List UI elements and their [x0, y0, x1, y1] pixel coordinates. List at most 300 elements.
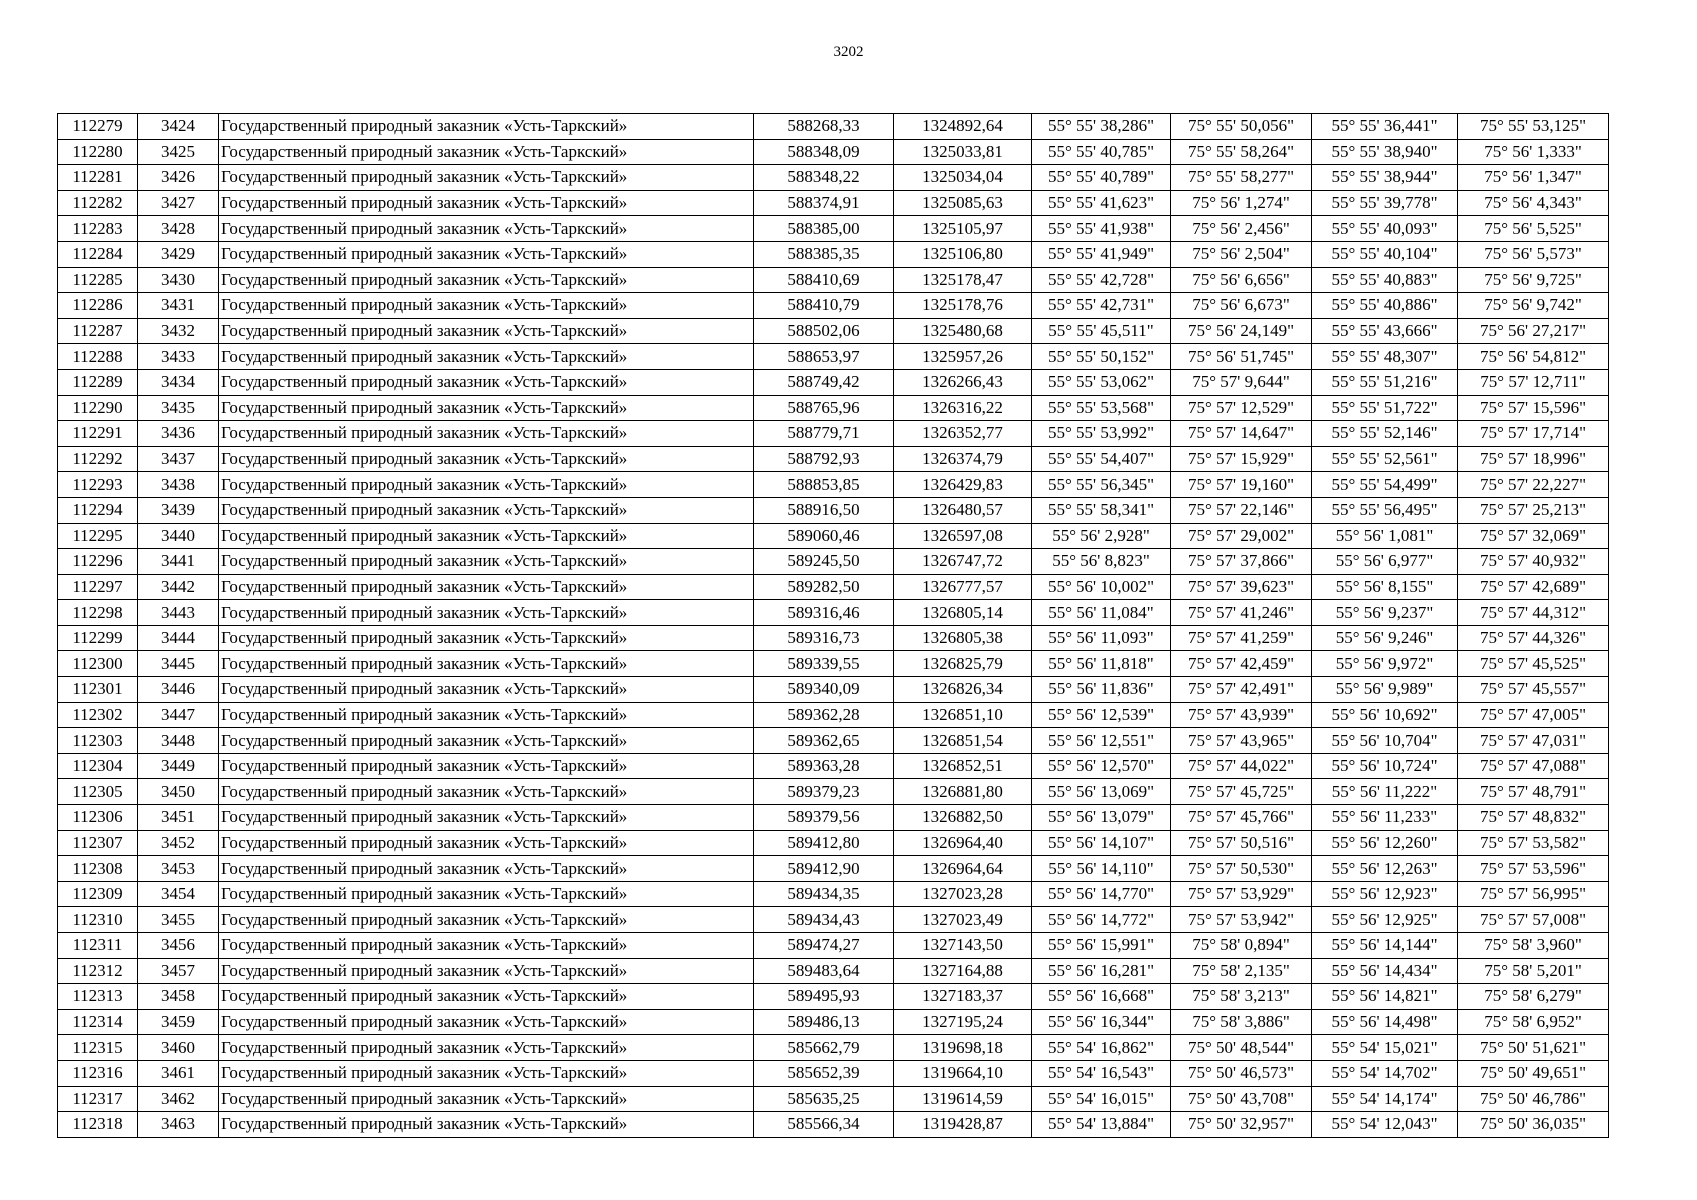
table-row [58, 395, 1609, 421]
x-coordinate-cell: 585566,34 [754, 1112, 894, 1138]
object-name-cell: Государственный природный заказник «Усть-Таркский» [219, 293, 754, 319]
table-row [58, 933, 1609, 959]
table-row [58, 318, 1609, 344]
point-number-cell: 3424 [138, 114, 219, 140]
object-name-cell: Государственный природный заказник «Усть-Таркский» [219, 651, 754, 677]
x-coordinate-cell: 589379,23 [754, 779, 894, 805]
y-coordinate-cell: 1327023,49 [894, 907, 1032, 933]
table-row [58, 958, 1609, 984]
latitude-cell: 55° 55' 40,785" [1032, 139, 1171, 165]
latitude-cell: 55° 56' 16,344" [1032, 1009, 1171, 1035]
record-id-cell: 112283 [58, 216, 138, 242]
latitude-cell: 55° 56' 2,928" [1032, 523, 1171, 549]
latitude-cell: 55° 55' 41,938" [1032, 216, 1171, 242]
record-id-cell: 112299 [58, 625, 138, 651]
latitude-alt-cell: 55° 55' 51,216" [1312, 369, 1458, 395]
record-id-cell: 112316 [58, 1060, 138, 1086]
y-coordinate-cell: 1325178,76 [894, 293, 1032, 319]
table-row [58, 753, 1609, 779]
latitude-alt-cell: 55° 54' 14,174" [1312, 1086, 1458, 1112]
table-row [58, 779, 1609, 805]
object-name-cell: Государственный природный заказник «Усть-Таркский» [219, 446, 754, 472]
latitude-alt-cell: 55° 55' 52,146" [1312, 421, 1458, 447]
y-coordinate-cell: 1325480,68 [894, 318, 1032, 344]
table-row [58, 267, 1609, 293]
x-coordinate-cell: 588348,09 [754, 139, 894, 165]
record-id-cell: 112296 [58, 549, 138, 575]
object-name-cell: Государственный природный заказник «Усть-Таркский» [219, 497, 754, 523]
longitude-alt-cell: 75° 57' 18,996" [1458, 446, 1609, 472]
longitude-alt-cell: 75° 57' 15,596" [1458, 395, 1609, 421]
record-id-cell: 112289 [58, 369, 138, 395]
point-number-cell: 3449 [138, 753, 219, 779]
longitude-alt-cell: 75° 58' 6,952" [1458, 1009, 1609, 1035]
longitude-cell: 75° 57' 22,146" [1171, 497, 1312, 523]
point-number-cell: 3437 [138, 446, 219, 472]
latitude-cell: 55° 56' 14,107" [1032, 830, 1171, 856]
longitude-cell: 75° 50' 43,708" [1171, 1086, 1312, 1112]
x-coordinate-cell: 588779,71 [754, 421, 894, 447]
latitude-cell: 55° 55' 41,949" [1032, 241, 1171, 267]
point-number-cell: 3426 [138, 165, 219, 191]
point-number-cell: 3430 [138, 267, 219, 293]
object-name-cell: Государственный природный заказник «Усть-Таркский» [219, 1060, 754, 1086]
longitude-alt-cell: 75° 57' 25,213" [1458, 497, 1609, 523]
object-name-cell: Государственный природный заказник «Усть-Таркский» [219, 984, 754, 1010]
point-number-cell: 3441 [138, 549, 219, 575]
table-row [58, 139, 1609, 165]
longitude-cell: 75° 57' 44,022" [1171, 753, 1312, 779]
table-row [58, 830, 1609, 856]
latitude-alt-cell: 55° 55' 36,441" [1312, 114, 1458, 140]
longitude-alt-cell: 75° 50' 46,786" [1458, 1086, 1609, 1112]
record-id-cell: 112308 [58, 856, 138, 882]
y-coordinate-cell: 1326480,57 [894, 497, 1032, 523]
y-coordinate-cell: 1319614,59 [894, 1086, 1032, 1112]
x-coordinate-cell: 589316,46 [754, 600, 894, 626]
y-coordinate-cell: 1326374,79 [894, 446, 1032, 472]
y-coordinate-cell: 1326747,72 [894, 549, 1032, 575]
x-coordinate-cell: 589362,65 [754, 728, 894, 754]
longitude-cell: 75° 55' 58,277" [1171, 165, 1312, 191]
y-coordinate-cell: 1326882,50 [894, 805, 1032, 831]
latitude-cell: 55° 55' 50,152" [1032, 344, 1171, 370]
longitude-cell: 75° 55' 58,264" [1171, 139, 1312, 165]
y-coordinate-cell: 1326826,34 [894, 677, 1032, 703]
latitude-cell: 55° 56' 11,084" [1032, 600, 1171, 626]
record-id-cell: 112293 [58, 472, 138, 498]
point-number-cell: 3439 [138, 497, 219, 523]
point-number-cell: 3446 [138, 677, 219, 703]
latitude-cell: 55° 56' 15,991" [1032, 933, 1171, 959]
longitude-cell: 75° 56' 51,745" [1171, 344, 1312, 370]
longitude-cell: 75° 58' 3,213" [1171, 984, 1312, 1010]
longitude-cell: 75° 50' 48,544" [1171, 1035, 1312, 1061]
record-id-cell: 112284 [58, 241, 138, 267]
point-number-cell: 3428 [138, 216, 219, 242]
longitude-cell: 75° 57' 50,516" [1171, 830, 1312, 856]
x-coordinate-cell: 588385,35 [754, 241, 894, 267]
x-coordinate-cell: 588502,06 [754, 318, 894, 344]
x-coordinate-cell: 589339,55 [754, 651, 894, 677]
record-id-cell: 112285 [58, 267, 138, 293]
table-row [58, 472, 1609, 498]
longitude-alt-cell: 75° 50' 51,621" [1458, 1035, 1609, 1061]
x-coordinate-cell: 585635,25 [754, 1086, 894, 1112]
x-coordinate-cell: 589379,56 [754, 805, 894, 831]
object-name-cell: Государственный природный заказник «Усть-Таркский» [219, 881, 754, 907]
latitude-cell: 55° 56' 13,079" [1032, 805, 1171, 831]
y-coordinate-cell: 1326777,57 [894, 574, 1032, 600]
longitude-alt-cell: 75° 50' 36,035" [1458, 1112, 1609, 1138]
latitude-cell: 55° 55' 40,789" [1032, 165, 1171, 191]
y-coordinate-cell: 1325085,63 [894, 190, 1032, 216]
x-coordinate-cell: 589474,27 [754, 933, 894, 959]
object-name-cell: Государственный природный заказник «Усть-Таркский» [219, 241, 754, 267]
longitude-cell: 75° 57' 14,647" [1171, 421, 1312, 447]
object-name-cell: Государственный природный заказник «Усть-Таркский» [219, 318, 754, 344]
object-name-cell: Государственный природный заказник «Усть-Таркский» [219, 1086, 754, 1112]
latitude-cell: 55° 55' 42,728" [1032, 267, 1171, 293]
longitude-alt-cell: 75° 58' 3,960" [1458, 933, 1609, 959]
record-id-cell: 112295 [58, 523, 138, 549]
longitude-cell: 75° 57' 41,259" [1171, 625, 1312, 651]
object-name-cell: Государственный природный заказник «Усть-Таркский» [219, 574, 754, 600]
y-coordinate-cell: 1326825,79 [894, 651, 1032, 677]
longitude-alt-cell: 75° 55' 53,125" [1458, 114, 1609, 140]
latitude-cell: 55° 55' 41,623" [1032, 190, 1171, 216]
table-row [58, 446, 1609, 472]
latitude-alt-cell: 55° 55' 51,722" [1312, 395, 1458, 421]
table-row [58, 241, 1609, 267]
latitude-cell: 55° 55' 53,568" [1032, 395, 1171, 421]
x-coordinate-cell: 588653,97 [754, 344, 894, 370]
longitude-cell: 75° 57' 45,766" [1171, 805, 1312, 831]
point-number-cell: 3435 [138, 395, 219, 421]
x-coordinate-cell: 588792,93 [754, 446, 894, 472]
longitude-cell: 75° 57' 37,866" [1171, 549, 1312, 575]
latitude-cell: 55° 55' 58,341" [1032, 497, 1171, 523]
y-coordinate-cell: 1326266,43 [894, 369, 1032, 395]
latitude-cell: 55° 56' 8,823" [1032, 549, 1171, 575]
point-number-cell: 3447 [138, 702, 219, 728]
table-row [58, 984, 1609, 1010]
y-coordinate-cell: 1326964,40 [894, 830, 1032, 856]
y-coordinate-cell: 1319664,10 [894, 1060, 1032, 1086]
object-name-cell: Государственный природный заказник «Усть-Таркский» [219, 753, 754, 779]
longitude-cell: 75° 57' 39,623" [1171, 574, 1312, 600]
longitude-alt-cell: 75° 57' 47,088" [1458, 753, 1609, 779]
x-coordinate-cell: 588765,96 [754, 395, 894, 421]
longitude-cell: 75° 56' 6,673" [1171, 293, 1312, 319]
longitude-alt-cell: 75° 57' 45,557" [1458, 677, 1609, 703]
y-coordinate-cell: 1325105,97 [894, 216, 1032, 242]
longitude-alt-cell: 75° 56' 1,347" [1458, 165, 1609, 191]
x-coordinate-cell: 588410,69 [754, 267, 894, 293]
point-number-cell: 3450 [138, 779, 219, 805]
point-number-cell: 3427 [138, 190, 219, 216]
x-coordinate-cell: 585652,39 [754, 1060, 894, 1086]
object-name-cell: Государственный природный заказник «Усть-Таркский» [219, 165, 754, 191]
record-id-cell: 112294 [58, 497, 138, 523]
record-id-cell: 112300 [58, 651, 138, 677]
y-coordinate-cell: 1327183,37 [894, 984, 1032, 1010]
object-name-cell: Государственный природный заказник «Усть-Таркский» [219, 267, 754, 293]
record-id-cell: 112302 [58, 702, 138, 728]
latitude-cell: 55° 56' 10,002" [1032, 574, 1171, 600]
longitude-alt-cell: 75° 58' 6,279" [1458, 984, 1609, 1010]
latitude-alt-cell: 55° 55' 38,944" [1312, 165, 1458, 191]
x-coordinate-cell: 588268,33 [754, 114, 894, 140]
longitude-alt-cell: 75° 57' 40,932" [1458, 549, 1609, 575]
point-number-cell: 3433 [138, 344, 219, 370]
latitude-alt-cell: 55° 55' 39,778" [1312, 190, 1458, 216]
record-id-cell: 112306 [58, 805, 138, 831]
latitude-cell: 55° 54' 16,862" [1032, 1035, 1171, 1061]
y-coordinate-cell: 1326805,14 [894, 600, 1032, 626]
latitude-cell: 55° 55' 54,407" [1032, 446, 1171, 472]
object-name-cell: Государственный природный заказник «Усть-Таркский» [219, 523, 754, 549]
latitude-alt-cell: 55° 55' 38,940" [1312, 139, 1458, 165]
record-id-cell: 112298 [58, 600, 138, 626]
latitude-alt-cell: 55° 56' 14,821" [1312, 984, 1458, 1010]
latitude-cell: 55° 55' 38,286" [1032, 114, 1171, 140]
longitude-cell: 75° 57' 29,002" [1171, 523, 1312, 549]
x-coordinate-cell: 585662,79 [754, 1035, 894, 1061]
latitude-alt-cell: 55° 56' 9,972" [1312, 651, 1458, 677]
latitude-cell: 55° 56' 16,668" [1032, 984, 1171, 1010]
point-number-cell: 3456 [138, 933, 219, 959]
table-row [58, 677, 1609, 703]
y-coordinate-cell: 1319698,18 [894, 1035, 1032, 1061]
longitude-cell: 75° 56' 2,456" [1171, 216, 1312, 242]
record-id-cell: 112292 [58, 446, 138, 472]
latitude-cell: 55° 54' 16,015" [1032, 1086, 1171, 1112]
y-coordinate-cell: 1327164,88 [894, 958, 1032, 984]
point-number-cell: 3455 [138, 907, 219, 933]
record-id-cell: 112288 [58, 344, 138, 370]
longitude-alt-cell: 75° 57' 22,227" [1458, 472, 1609, 498]
y-coordinate-cell: 1326597,08 [894, 523, 1032, 549]
latitude-alt-cell: 55° 56' 10,704" [1312, 728, 1458, 754]
latitude-alt-cell: 55° 56' 14,434" [1312, 958, 1458, 984]
latitude-alt-cell: 55° 55' 43,666" [1312, 318, 1458, 344]
object-name-cell: Государственный природный заказник «Усть-Таркский» [219, 677, 754, 703]
latitude-alt-cell: 55° 56' 12,263" [1312, 856, 1458, 882]
object-name-cell: Государственный природный заказник «Усть-Таркский» [219, 1009, 754, 1035]
longitude-cell: 75° 55' 50,056" [1171, 114, 1312, 140]
point-number-cell: 3444 [138, 625, 219, 651]
x-coordinate-cell: 589434,43 [754, 907, 894, 933]
latitude-cell: 55° 54' 16,543" [1032, 1060, 1171, 1086]
longitude-cell: 75° 56' 6,656" [1171, 267, 1312, 293]
x-coordinate-cell: 589434,35 [754, 881, 894, 907]
longitude-alt-cell: 75° 56' 4,343" [1458, 190, 1609, 216]
record-id-cell: 112309 [58, 881, 138, 907]
record-id-cell: 112286 [58, 293, 138, 319]
object-name-cell: Государственный природный заказник «Усть-Таркский» [219, 856, 754, 882]
longitude-alt-cell: 75° 56' 1,333" [1458, 139, 1609, 165]
latitude-cell: 55° 55' 42,731" [1032, 293, 1171, 319]
x-coordinate-cell: 589316,73 [754, 625, 894, 651]
longitude-cell: 75° 57' 45,725" [1171, 779, 1312, 805]
longitude-cell: 75° 57' 50,530" [1171, 856, 1312, 882]
object-name-cell: Государственный природный заказник «Усть-Таркский» [219, 958, 754, 984]
record-id-cell: 112280 [58, 139, 138, 165]
latitude-alt-cell: 55° 56' 9,246" [1312, 625, 1458, 651]
page-number: 3202 [833, 44, 864, 60]
latitude-cell: 55° 55' 56,345" [1032, 472, 1171, 498]
record-id-cell: 112315 [58, 1035, 138, 1061]
y-coordinate-cell: 1319428,87 [894, 1112, 1032, 1138]
x-coordinate-cell: 588374,91 [754, 190, 894, 216]
table-row [58, 881, 1609, 907]
y-coordinate-cell: 1327023,28 [894, 881, 1032, 907]
longitude-alt-cell: 75° 58' 5,201" [1458, 958, 1609, 984]
table-row [58, 497, 1609, 523]
longitude-alt-cell: 75° 56' 5,525" [1458, 216, 1609, 242]
record-id-cell: 112317 [58, 1086, 138, 1112]
table-row [58, 421, 1609, 447]
longitude-cell: 75° 57' 53,942" [1171, 907, 1312, 933]
point-number-cell: 3458 [138, 984, 219, 1010]
table-row [58, 344, 1609, 370]
longitude-alt-cell: 75° 57' 57,008" [1458, 907, 1609, 933]
latitude-alt-cell: 55° 56' 10,724" [1312, 753, 1458, 779]
x-coordinate-cell: 589495,93 [754, 984, 894, 1010]
point-number-cell: 3431 [138, 293, 219, 319]
point-number-cell: 3429 [138, 241, 219, 267]
longitude-alt-cell: 75° 57' 56,995" [1458, 881, 1609, 907]
point-number-cell: 3436 [138, 421, 219, 447]
point-number-cell: 3463 [138, 1112, 219, 1138]
record-id-cell: 112287 [58, 318, 138, 344]
longitude-alt-cell: 75° 57' 45,525" [1458, 651, 1609, 677]
latitude-cell: 55° 56' 11,093" [1032, 625, 1171, 651]
longitude-cell: 75° 50' 46,573" [1171, 1060, 1312, 1086]
y-coordinate-cell: 1325033,81 [894, 139, 1032, 165]
table-row [58, 728, 1609, 754]
latitude-alt-cell: 55° 56' 1,081" [1312, 523, 1458, 549]
record-id-cell: 112297 [58, 574, 138, 600]
y-coordinate-cell: 1327195,24 [894, 1009, 1032, 1035]
latitude-cell: 55° 56' 12,551" [1032, 728, 1171, 754]
x-coordinate-cell: 589245,50 [754, 549, 894, 575]
longitude-cell: 75° 57' 42,459" [1171, 651, 1312, 677]
object-name-cell: Государственный природный заказник «Усть-Таркский» [219, 907, 754, 933]
point-number-cell: 3452 [138, 830, 219, 856]
table-row [58, 369, 1609, 395]
y-coordinate-cell: 1326352,77 [894, 421, 1032, 447]
longitude-cell: 75° 57' 12,529" [1171, 395, 1312, 421]
latitude-cell: 55° 56' 11,836" [1032, 677, 1171, 703]
record-id-cell: 112304 [58, 753, 138, 779]
table-row [58, 293, 1609, 319]
latitude-cell: 55° 56' 14,770" [1032, 881, 1171, 907]
record-id-cell: 112311 [58, 933, 138, 959]
latitude-alt-cell: 55° 55' 40,886" [1312, 293, 1458, 319]
object-name-cell: Государственный природный заказник «Усть-Таркский» [219, 369, 754, 395]
object-name-cell: Государственный природный заказник «Усть-Таркский» [219, 600, 754, 626]
point-number-cell: 3451 [138, 805, 219, 831]
record-id-cell: 112279 [58, 114, 138, 140]
longitude-alt-cell: 75° 57' 42,689" [1458, 574, 1609, 600]
record-id-cell: 112305 [58, 779, 138, 805]
point-number-cell: 3453 [138, 856, 219, 882]
longitude-cell: 75° 58' 0,894" [1171, 933, 1312, 959]
x-coordinate-cell: 589282,50 [754, 574, 894, 600]
latitude-cell: 55° 55' 53,992" [1032, 421, 1171, 447]
y-coordinate-cell: 1327143,50 [894, 933, 1032, 959]
longitude-alt-cell: 75° 57' 44,326" [1458, 625, 1609, 651]
latitude-alt-cell: 55° 56' 10,692" [1312, 702, 1458, 728]
record-id-cell: 112290 [58, 395, 138, 421]
table-row [58, 625, 1609, 651]
object-name-cell: Государственный природный заказник «Усть-Таркский» [219, 472, 754, 498]
latitude-alt-cell: 55° 54' 14,702" [1312, 1060, 1458, 1086]
y-coordinate-cell: 1326964,64 [894, 856, 1032, 882]
record-id-cell: 112307 [58, 830, 138, 856]
x-coordinate-cell: 589340,09 [754, 677, 894, 703]
x-coordinate-cell: 589363,28 [754, 753, 894, 779]
record-id-cell: 112312 [58, 958, 138, 984]
table-row [58, 1112, 1609, 1138]
latitude-cell: 55° 56' 11,818" [1032, 651, 1171, 677]
object-name-cell: Государственный природный заказник «Усть-Таркский» [219, 216, 754, 242]
object-name-cell: Государственный природный заказник «Усть-Таркский» [219, 395, 754, 421]
record-id-cell: 112281 [58, 165, 138, 191]
longitude-cell: 75° 56' 24,149" [1171, 318, 1312, 344]
table-row [58, 165, 1609, 191]
latitude-cell: 55° 56' 14,110" [1032, 856, 1171, 882]
latitude-cell: 55° 56' 12,570" [1032, 753, 1171, 779]
table-row [58, 114, 1609, 140]
latitude-alt-cell: 55° 55' 40,104" [1312, 241, 1458, 267]
object-name-cell: Государственный природный заказник «Усть-Таркский» [219, 549, 754, 575]
record-id-cell: 112310 [58, 907, 138, 933]
point-number-cell: 3432 [138, 318, 219, 344]
latitude-alt-cell: 55° 56' 9,237" [1312, 600, 1458, 626]
point-number-cell: 3459 [138, 1009, 219, 1035]
table-row [58, 523, 1609, 549]
y-coordinate-cell: 1326881,80 [894, 779, 1032, 805]
latitude-alt-cell: 55° 56' 12,923" [1312, 881, 1458, 907]
longitude-cell: 75° 58' 3,886" [1171, 1009, 1312, 1035]
latitude-alt-cell: 55° 56' 11,222" [1312, 779, 1458, 805]
y-coordinate-cell: 1325957,26 [894, 344, 1032, 370]
latitude-cell: 55° 54' 13,884" [1032, 1112, 1171, 1138]
point-number-cell: 3438 [138, 472, 219, 498]
table-row [58, 1009, 1609, 1035]
point-number-cell: 3443 [138, 600, 219, 626]
y-coordinate-cell: 1325178,47 [894, 267, 1032, 293]
longitude-alt-cell: 75° 57' 48,832" [1458, 805, 1609, 831]
object-name-cell: Государственный природный заказник «Усть-Таркский» [219, 779, 754, 805]
object-name-cell: Государственный природный заказник «Усть-Таркский» [219, 344, 754, 370]
latitude-alt-cell: 55° 55' 40,883" [1312, 267, 1458, 293]
x-coordinate-cell: 589486,13 [754, 1009, 894, 1035]
object-name-cell: Государственный природный заказник «Усть-Таркский» [219, 933, 754, 959]
longitude-cell: 75° 57' 19,160" [1171, 472, 1312, 498]
latitude-alt-cell: 55° 55' 52,561" [1312, 446, 1458, 472]
longitude-cell: 75° 57' 15,929" [1171, 446, 1312, 472]
latitude-cell: 55° 56' 16,281" [1032, 958, 1171, 984]
longitude-alt-cell: 75° 57' 44,312" [1458, 600, 1609, 626]
record-id-cell: 112303 [58, 728, 138, 754]
table-row [58, 574, 1609, 600]
longitude-alt-cell: 75° 57' 17,714" [1458, 421, 1609, 447]
x-coordinate-cell: 588385,00 [754, 216, 894, 242]
